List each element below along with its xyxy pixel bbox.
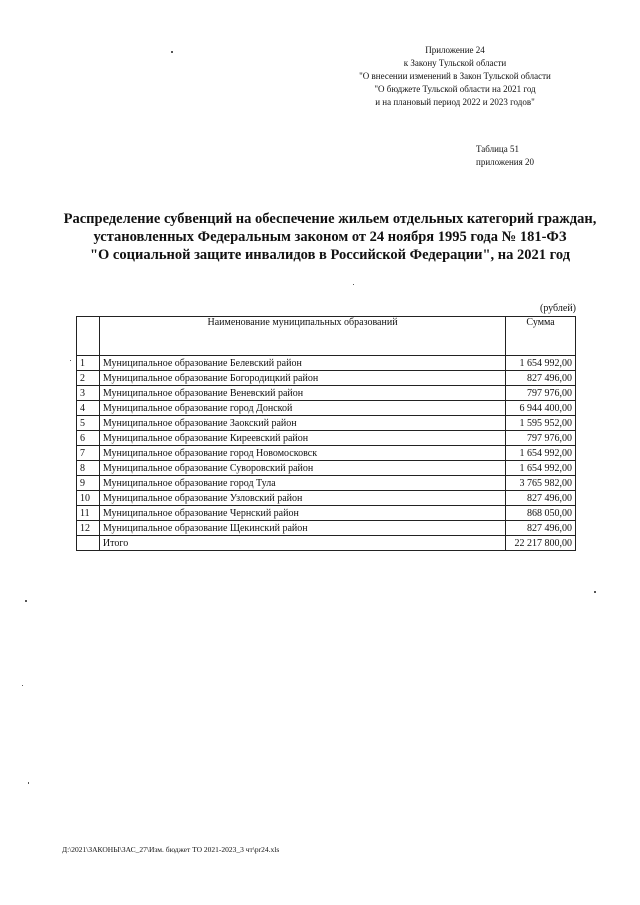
table-row <box>77 491 576 506</box>
scan-speck <box>70 360 71 361</box>
table-row <box>77 386 576 401</box>
row-number: 10 <box>77 491 100 506</box>
row-name: Муниципальное образование Белевский район <box>99 356 505 371</box>
row-number: 3 <box>77 386 100 401</box>
row-name: Муниципальное образование Узловский район <box>99 491 505 506</box>
scan-speck <box>25 600 27 602</box>
row-number: 8 <box>77 461 100 476</box>
table-row <box>77 461 576 476</box>
appendix-header-line: Приложение 24 <box>425 45 485 55</box>
table-row <box>77 446 576 461</box>
table-reference-number: Таблица 51 <box>476 144 519 154</box>
appendix-header-line: "О бюджете Тульской области на 2021 год <box>374 84 536 94</box>
header-sum-cell: Сумма <box>506 317 576 356</box>
subsidy-table <box>76 316 576 551</box>
row-sum: 827 496,00 <box>506 521 576 536</box>
table-row <box>77 416 576 431</box>
row-number: 12 <box>77 521 100 536</box>
row-name: Муниципальное образование Чернский район <box>99 506 505 521</box>
row-name: Муниципальное образование Киреевский район <box>99 431 505 446</box>
row-name: Муниципальное образование Богородицкий район <box>99 371 505 386</box>
row-number: 7 <box>77 446 100 461</box>
appendix-header-line: "О внесении изменений в Закон Тульской области <box>359 71 551 81</box>
row-sum: 1 654 992,00 <box>506 446 576 461</box>
row-name: Муниципальное образование Заокский район <box>99 416 505 431</box>
total-sum: 22 217 800,00 <box>506 536 576 551</box>
row-name: Муниципальное образование Веневский район <box>99 386 505 401</box>
row-name: Муниципальное образование Щекинский район <box>99 521 505 536</box>
total-label: Итого <box>99 536 505 551</box>
row-name: Муниципальное образование город Тула <box>99 476 505 491</box>
row-name: Муниципальное образование город Донской <box>99 401 505 416</box>
row-name: Муниципальное образование город Новомосковск <box>99 446 505 461</box>
row-number: 2 <box>77 371 100 386</box>
scan-speck <box>22 685 23 686</box>
unit-label: (рублей) <box>539 303 576 314</box>
total-number-cell <box>77 536 100 551</box>
header-name-cell: Наименование муниципальных образований <box>99 317 505 356</box>
row-number: 4 <box>77 401 100 416</box>
header-num-cell <box>77 317 100 356</box>
row-name: Муниципальное образование Суворовский район <box>99 461 505 476</box>
row-number: 5 <box>77 416 100 431</box>
appendix-header-line: к Закону Тульской области <box>403 58 507 68</box>
document-title-line: "О социальной защите инвалидов в Российской Федерации", на 2021 год <box>89 247 571 263</box>
table-reference-appendix: приложения 20 <box>476 157 535 167</box>
document-title <box>60 210 600 264</box>
row-sum: 827 496,00 <box>506 371 576 386</box>
row-number: 11 <box>77 506 100 521</box>
table-reference <box>476 143 586 169</box>
row-sum: 868 050,00 <box>506 506 576 521</box>
scan-speck <box>28 782 29 784</box>
table-total-row <box>77 536 576 551</box>
table-row <box>77 401 576 416</box>
table-row <box>77 431 576 446</box>
row-sum: 1 654 992,00 <box>506 356 576 371</box>
document-title-line: установленных Федеральным законом от 24 ноября 1995 года № 181-ФЗ <box>93 229 567 245</box>
row-sum: 1 654 992,00 <box>506 461 576 476</box>
row-sum: 1 595 952,00 <box>506 416 576 431</box>
row-number: 9 <box>77 476 100 491</box>
row-number: 1 <box>77 356 100 371</box>
scan-speck <box>353 284 354 285</box>
row-sum: 6 944 400,00 <box>506 401 576 416</box>
row-number: 6 <box>77 431 100 446</box>
document-title-line: Распределение субвенций на обеспечение жильем отдельных категорий граждан, <box>63 211 597 227</box>
scan-speck <box>594 591 596 593</box>
row-sum: 827 496,00 <box>506 491 576 506</box>
appendix-header <box>340 44 570 109</box>
table-row <box>77 506 576 521</box>
row-sum: 797 976,00 <box>506 386 576 401</box>
row-sum: 3 765 982,00 <box>506 476 576 491</box>
file-path-footer: Д:\2021\ЗАКОНЫ\ЗАС_27\Изм. бюджет ТО 2021-2023_3 чт\pr24.xls <box>62 845 280 854</box>
appendix-header-line: и на плановый период 2022 и 2023 годов" <box>375 97 535 107</box>
table-header-row <box>77 317 576 356</box>
table-row <box>77 521 576 536</box>
scan-speck <box>171 51 173 53</box>
table-row <box>77 476 576 491</box>
table-row <box>77 371 576 386</box>
table-row <box>77 356 576 371</box>
row-sum: 797 976,00 <box>506 431 576 446</box>
